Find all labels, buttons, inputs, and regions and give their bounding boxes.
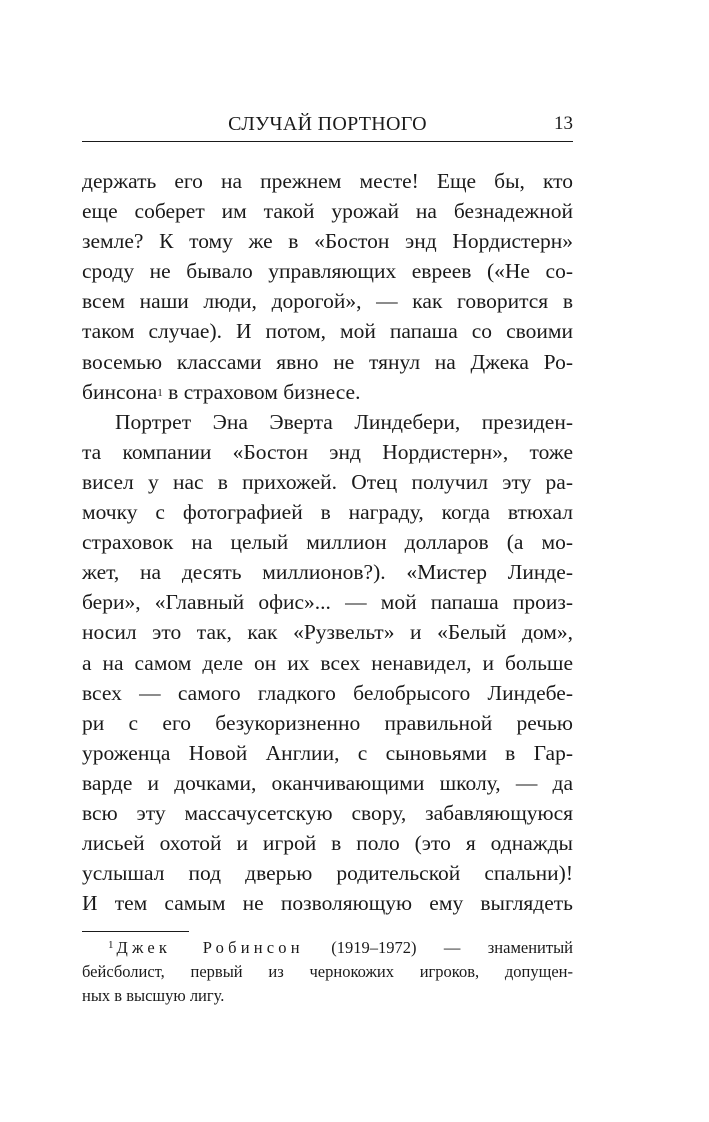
text-line: та компании «Бостон энд Нордистерн», тоже: [82, 439, 573, 464]
text-line: лисьей охотой и игрой в поло (это я однажды: [82, 831, 573, 856]
text-line: бери», «Главный офис»... — мой папаша произ-: [82, 590, 573, 615]
footnote-reference: 1: [157, 386, 163, 399]
text-line: варде и дочками, оканчивающими школу, — да: [82, 770, 573, 795]
text-line: таком случае). И потом, мой папаша со своими: [82, 319, 573, 344]
footnote-text: (1919–1972) — знаменитый: [303, 938, 573, 957]
running-title: СЛУЧАЙ ПОРТНОГО: [228, 113, 427, 135]
text-fragment: бинсона: [82, 379, 158, 404]
text-fragment: в страховом бизнесе.: [162, 379, 361, 404]
running-header: [82, 112, 573, 140]
text-line: И тем самым не позволяющую ему выглядеть: [82, 891, 573, 916]
body-text: [82, 166, 573, 918]
text-line: уроженца Новой Англии, с сыновьями в Гар-: [82, 740, 573, 765]
text-line: всех — самого гладкого белобрысого Линдебе-: [82, 680, 573, 705]
text-line-paragraph-end: [82, 377, 573, 407]
text-line: держать его на прежнем месте! Еще бы, кто: [82, 169, 573, 193]
text-line: земле? К тому же в «Бостон энд Нордистерн»: [82, 229, 573, 254]
footnote-line: бейсболист, первый из чернокожих игроков, допущен-: [82, 962, 573, 981]
text-line: жет, на десять миллионов?). «Мистер Линде-: [82, 560, 573, 585]
text-line: носил это так, как «Рузвельт» и «Белый дом»,: [82, 620, 573, 645]
text-line: услышал под дверью родительской спальни)!: [82, 861, 573, 886]
text-line: всем наши люди, дорогой», — как говорится в: [82, 289, 573, 314]
text-line: страховок на целый миллион долларов (а мо-: [82, 530, 573, 555]
footnote-line: [82, 936, 573, 960]
text-line: всю эту массачусетскую свору, забавляющуюся: [82, 800, 573, 825]
page-number: 13: [554, 113, 573, 134]
text-line: а на самом деле он их всех ненавидел, и больше: [82, 650, 573, 675]
footnote: [82, 936, 573, 1008]
header-rule: [82, 141, 573, 142]
footnote-rule: [82, 931, 189, 932]
text-line: восемью классами явно не тянул на Джека Ро-: [82, 349, 573, 374]
text-line: еще соберет им такой урожай на безнадежной: [82, 199, 573, 224]
text-line: ри с его безукоризненно правильной речью: [82, 710, 573, 735]
footnote-marker: 1: [108, 939, 114, 951]
footnote-line: ных в высшую лигу.: [82, 986, 225, 1005]
text-line: мочку с фотографией в награду, когда втюхал: [82, 500, 573, 525]
text-line: сроду не бывало управляющих евреев («Не со-: [82, 259, 573, 284]
text-line: висел у нас в прихожей. Отец получил эту ра-: [82, 469, 573, 494]
footnote-name: Джек Робинсон: [116, 938, 304, 957]
text-line-paragraph-start: Портрет Эна Эверта Линдебери, президен-: [115, 409, 573, 434]
